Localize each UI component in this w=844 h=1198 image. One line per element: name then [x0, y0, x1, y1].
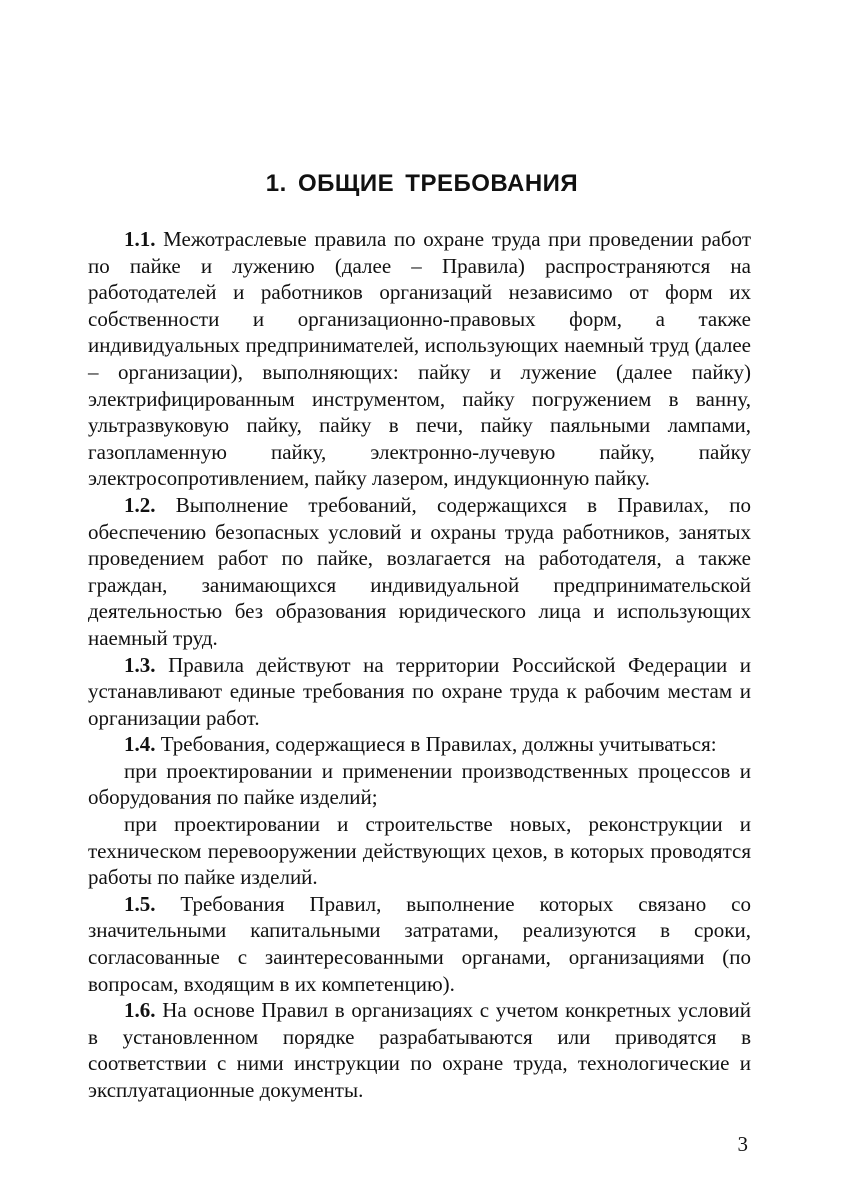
- paragraph-number: 1.5.: [124, 891, 156, 916]
- section-heading: 1. ОБЩИЕ ТРЕБОВАНИЯ: [265, 170, 579, 197]
- body-text: [88, 226, 751, 1104]
- paragraph-1-5: [88, 891, 751, 997]
- paragraph-1-3: [88, 652, 751, 732]
- paragraph-number: 1.3.: [124, 652, 156, 677]
- paragraph-text: при проектировании и строительстве новых, реконструкции и техническом перевооружении действующих цехов, в которых проводятся работы по пайке изделий.: [88, 812, 751, 890]
- paragraph-number: 1.4.: [124, 732, 156, 757]
- paragraph-number: 1.1.: [124, 227, 156, 251]
- paragraph-text: Требования Правил, выполнение которых связано со значительными капитальными затратами, реализуются в сроки, согласованные с заинтересованными органами, организациями (по вопросам, входящим в их компетенцию).: [88, 891, 752, 996]
- paragraph-text: Требования, содержащиеся в Правилах, должны учитываться:: [160, 732, 717, 757]
- paragraph-1-4-item-2: [88, 811, 751, 891]
- paragraph-text: Межотраслевые правила по охране труда при проведении работ по пайке и лужению (далее – Правила) распространяются на работодателей и работников организаций независимо от форм их собственности и организационно-правовых форм, а также индивидуальных предпринимателей, использующих наемный труд (далее – организации), выполняющих: пайку и лужение (далее пайку) электрифицированным инструментом, пайку погружением в ванну, ультразвуковую пайку, пайку в печи, пайку паяльными лампами, газопламенную пайку, электронно-лучевую пайку, пайку электросопротивлением, пайку лазером, индукционную пайку.: [88, 227, 751, 491]
- page-number: 3: [737, 1132, 748, 1156]
- paragraph-1-6: [88, 997, 751, 1103]
- paragraph-text: Выполнение требований, содержащихся в Правилах, по обеспечению безопасных условий и охраны труда работников, занятых проведением работ по пайке, возлагается на работодателя, а также граждан, занимающихся индивидуальной предпринимательской деятельностью без образования юридического лица и использующих наемный труд.: [88, 492, 751, 650]
- paragraph-number: 1.6.: [124, 998, 156, 1023]
- paragraph-text: при проектировании и применении производственных процессов и оборудования по пайке изделий;: [88, 758, 751, 810]
- paragraph-text: Правила действуют на территории Российской Федерации и устанавливают единые требования по охране труда к рабочим местам и организации работ.: [88, 652, 751, 730]
- paragraph-1-1: [88, 226, 751, 492]
- paragraph-1-4-item-1: [88, 758, 751, 811]
- paragraph-text: На основе Правил в организациях с учетом конкретных условий в установленном порядке разрабатываются или приводятся в соответствии с ними инструкции по охране труда, технологические и эксплуатационные документы.: [88, 998, 751, 1102]
- paragraph-number: 1.2.: [124, 492, 156, 517]
- paragraph-1-2: [88, 492, 751, 652]
- paragraph-1-4: [88, 731, 751, 758]
